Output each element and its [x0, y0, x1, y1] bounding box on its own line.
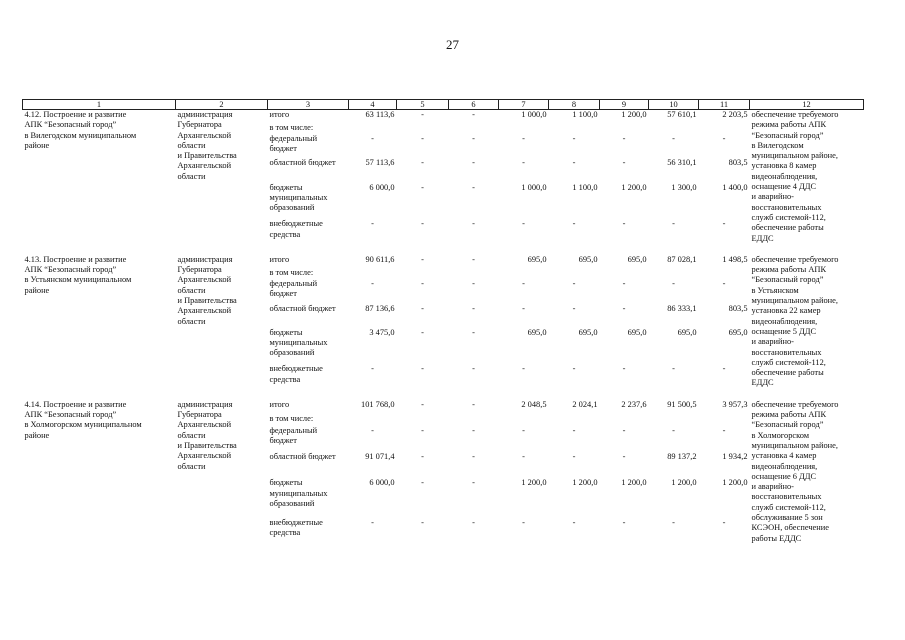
header-cell: 12	[750, 100, 864, 110]
expected-result-cell	[750, 110, 864, 244]
expected-result-cell-line: установка 4 камер	[751, 451, 817, 461]
funding-value-cell: -	[421, 425, 424, 435]
funding-source-cell: бюджеты муниципальных образований	[269, 478, 328, 508]
funding-value-cell	[449, 268, 499, 279]
executor-cell-line: Губернатора	[177, 265, 222, 275]
funding-value-cell: -	[472, 219, 475, 229]
measure-name-cell-line: 4.12. Построение и развитие	[24, 110, 127, 119]
funding-value-cell: -	[371, 279, 374, 289]
funding-value-cell: -	[371, 133, 374, 143]
funding-value-cell: 6 000,0	[369, 182, 395, 192]
funding-value-cell: 2 203,5	[722, 110, 748, 119]
expected-result-cell-line: режима работы АПК	[751, 265, 827, 275]
expected-result-cell-line: и аварийно-	[751, 337, 794, 347]
expected-result-cell-line: в Устьянском	[751, 285, 799, 295]
expected-result-cell-line: ЕДДС	[751, 378, 774, 388]
funding-value-cell: 87 028,1	[667, 254, 697, 264]
funding-value-cell	[397, 268, 449, 279]
funding-value-cell: -	[622, 517, 626, 527]
expected-result-cell-line: муниципальном районе,	[751, 151, 838, 161]
funding-value-cell	[699, 123, 750, 134]
funding-value-cell: 2 237,6	[621, 399, 647, 409]
expected-result-cell-line: восстановительных	[751, 492, 822, 502]
header-cell: 6	[449, 100, 499, 110]
funding-value-cell: -	[522, 452, 525, 462]
funding-value-cell: -	[722, 133, 726, 143]
executor-cell-line: области	[177, 461, 206, 471]
funding-value-cell: -	[572, 133, 576, 143]
funding-source-cell: федеральный бюджет	[269, 425, 318, 446]
executor-cell-line: Архангельской	[177, 130, 232, 140]
table-row	[23, 400, 864, 414]
funding-value-cell	[549, 268, 600, 279]
expected-result-cell-line: восстановительных	[751, 202, 822, 212]
funding-value-cell: -	[472, 110, 475, 119]
funding-value-cell: 2 024,1	[572, 399, 598, 409]
funding-value-cell	[649, 123, 699, 134]
funding-source-cell: бюджеты муниципальных образований	[269, 182, 328, 213]
funding-value-cell: 695,0	[627, 327, 647, 337]
funding-value-cell: -	[472, 399, 475, 409]
funding-value-cell: -	[421, 182, 424, 192]
expected-result-cell-line: установка 8 камер	[751, 161, 817, 171]
executor-cell-line: и Правительства	[177, 440, 237, 450]
funding-source-cell: в том числе:	[269, 122, 314, 132]
funding-value-cell	[549, 123, 600, 134]
expected-result-cell-line: “Безопасный город”	[751, 130, 824, 140]
funding-value-cell: -	[672, 133, 675, 143]
funding-value-cell	[499, 414, 549, 426]
expected-result-cell-line: служб системой-112,	[751, 357, 826, 367]
funding-value-cell: -	[472, 254, 475, 264]
funding-value-cell	[499, 123, 549, 134]
funding-source-cell: итого	[269, 399, 290, 409]
expected-result-cell-line: и аварийно-	[751, 192, 794, 202]
funding-value-cell: 695,0	[578, 327, 598, 337]
funding-value-cell: -	[522, 303, 525, 313]
measure-name-cell-line: в Холмогорском муниципальном	[24, 420, 142, 430]
table-header	[23, 100, 864, 110]
funding-value-cell: -	[472, 425, 475, 435]
expected-result-cell-line: муниципальном районе,	[751, 440, 838, 450]
funding-value-cell: -	[672, 279, 675, 289]
funding-value-cell: -	[622, 452, 626, 462]
page-number: 27	[446, 37, 459, 52]
funding-value-cell: 695,0	[578, 254, 598, 264]
funding-value-cell: -	[472, 303, 475, 313]
expected-result-cell-line: обеспечение требуемого	[751, 254, 839, 264]
funding-value-cell: -	[421, 133, 424, 143]
spacer-cell	[23, 389, 864, 400]
funding-value-cell: -	[472, 478, 475, 488]
funding-source-cell: внебюджетные средства	[269, 517, 323, 537]
funding-value-cell: 90 611,6	[365, 254, 395, 264]
executor-cell-line: области	[177, 316, 206, 326]
executor-cell-line: Архангельской	[177, 420, 232, 430]
funding-value-cell: 101 768,0	[361, 399, 395, 409]
funding-value-cell: 91 071,4	[365, 452, 395, 462]
executor-cell-line: Архангельской	[177, 161, 232, 171]
funding-value-cell	[449, 123, 499, 134]
funding-source-cell: в том числе:	[269, 413, 314, 423]
funding-value-cell: -	[622, 425, 626, 435]
funding-value-cell: 6 000,0	[369, 478, 395, 488]
funding-value-cell	[349, 268, 397, 279]
executor-cell-line: Губернатора	[177, 410, 222, 420]
funding-value-cell: -	[672, 517, 675, 527]
measure-name-cell-line: АПК “Безопасный город”	[24, 120, 117, 130]
expected-result-cell-line: обеспечение работы	[751, 223, 824, 233]
executor-cell-line: и Правительства	[177, 151, 237, 161]
measure-name-cell-line: АПК “Безопасный город”	[24, 265, 117, 275]
funding-value-cell: -	[472, 279, 475, 289]
funding-value-cell: -	[371, 219, 374, 229]
funding-value-cell: 57 113,6	[365, 158, 395, 168]
funding-value-cell: 91 500,5	[667, 399, 697, 409]
expected-result-cell-line: установка 22 камер	[751, 306, 821, 316]
funding-value-cell: 3 957,3	[722, 399, 748, 409]
spacer-cell	[23, 244, 864, 255]
funding-value-cell: 695,0	[728, 327, 748, 337]
header-cell: 1	[23, 100, 176, 110]
funding-source-cell: федеральный бюджет	[269, 279, 318, 299]
funding-value-cell: -	[722, 219, 726, 229]
table-body	[23, 110, 864, 544]
funding-source-cell: в том числе:	[269, 268, 314, 278]
funding-value-cell: -	[522, 133, 525, 143]
funding-value-cell	[549, 414, 600, 426]
funding-value-cell: 695,0	[527, 327, 547, 337]
measure-name-cell-line: 4.14. Построение и развитие	[24, 399, 127, 409]
funding-value-cell: -	[722, 425, 726, 435]
funding-value-cell: -	[421, 452, 424, 462]
measure-name-cell-line: в Вилегодском муниципальном	[24, 130, 137, 140]
executor-cell	[176, 400, 268, 544]
funding-value-cell: -	[622, 303, 626, 313]
header-cell: 10	[649, 100, 699, 110]
measure-name-cell	[23, 110, 176, 244]
funding-source-cell: итого	[269, 110, 290, 119]
funding-value-cell: -	[622, 279, 626, 289]
executor-cell-line: Архангельской	[177, 275, 232, 285]
funding-value-cell: 1 000,0	[521, 110, 547, 119]
measure-name-cell-line: в Устьянском муниципальном	[24, 275, 132, 285]
funding-value-cell: -	[672, 219, 675, 229]
measure-name-cell-line: районе	[24, 140, 50, 150]
measure-name-cell	[23, 400, 176, 544]
funding-value-cell: -	[672, 425, 675, 435]
funding-value-cell: 803,5	[728, 158, 748, 168]
executor-cell-line: области	[177, 430, 206, 440]
expected-result-cell-line: видеонаблюдения,	[751, 461, 818, 471]
funding-value-cell	[699, 414, 750, 426]
funding-value-cell: 57 610,1	[667, 110, 697, 119]
funding-value-cell: 695,0	[527, 254, 547, 264]
funding-value-cell	[600, 268, 649, 279]
header-row	[23, 100, 864, 110]
funding-value-cell	[649, 414, 699, 426]
funding-value-cell: -	[371, 364, 374, 374]
funding-value-cell: 695,0	[627, 254, 647, 264]
funding-value-cell: -	[421, 158, 424, 168]
funding-source-cell: итого	[269, 254, 290, 264]
header-cell: 9	[600, 100, 649, 110]
funding-value-cell	[397, 414, 449, 426]
funding-value-cell: 56 310,1	[667, 158, 697, 168]
funding-value-cell: 89 137,2	[667, 452, 697, 462]
funding-source-cell: областной бюджет	[269, 452, 336, 462]
expected-result-cell-line: “Безопасный город”	[751, 420, 824, 430]
funding-value-cell	[600, 414, 649, 426]
expected-result-cell-line: “Безопасный город”	[751, 275, 824, 285]
expected-result-cell-line: служб системой-112,	[751, 502, 826, 512]
funding-value-cell: -	[371, 517, 374, 527]
expected-result-cell-line: оснащение 4 ДДС	[751, 182, 817, 192]
funding-source-cell: внебюджетные средства	[269, 364, 323, 384]
funding-value-cell: 3 475,0	[369, 327, 395, 337]
funding-value-cell: 1 100,0	[572, 182, 598, 192]
funding-value-cell	[449, 414, 499, 426]
funding-value-cell: -	[421, 399, 424, 409]
funding-value-cell: -	[371, 425, 374, 435]
funding-value-cell: 803,5	[728, 303, 748, 313]
funding-value-cell: 1 200,0	[621, 478, 647, 488]
funding-value-cell: 87 136,6	[365, 303, 395, 313]
header-cell: 11	[699, 100, 750, 110]
measure-name-cell-line: 4.13. Построение и развитие	[24, 254, 127, 264]
funding-value-cell: -	[572, 364, 576, 374]
executor-cell-line: администрация	[177, 399, 233, 409]
expected-result-cell-line: в Вилегодском	[751, 140, 804, 150]
expected-result-cell-line: обеспечение требуемого	[751, 110, 839, 119]
executor-cell-line: Архангельской	[177, 451, 232, 461]
executor-cell	[176, 255, 268, 389]
table-row	[23, 255, 864, 268]
expected-result-cell-line: в Холмогорском	[751, 430, 810, 440]
executor-cell-line: области	[177, 285, 206, 295]
funding-value-cell	[699, 268, 750, 279]
funding-value-cell: -	[722, 364, 726, 374]
funding-value-cell: 1 200,0	[671, 478, 697, 488]
funding-value-cell: -	[622, 219, 626, 229]
funding-source-cell: областной бюджет	[269, 158, 336, 168]
funding-value-cell: -	[472, 158, 475, 168]
funding-value-cell: 86 333,1	[667, 303, 697, 313]
funding-source-cell: бюджеты муниципальных образований	[269, 327, 328, 358]
expected-result-cell-line: служб системой-112,	[751, 212, 826, 222]
funding-value-cell: -	[522, 425, 525, 435]
row-spacer	[23, 389, 864, 400]
funding-value-cell: -	[572, 452, 576, 462]
funding-value-cell: -	[572, 158, 576, 168]
expected-result-cell-line: оснащение 6 ДДС	[751, 471, 817, 481]
funding-value-cell: 1 200,0	[621, 182, 647, 192]
funding-value-cell: 1 300,0	[671, 182, 697, 192]
header-cell: 2	[176, 100, 268, 110]
funding-value-cell: -	[622, 133, 626, 143]
measure-name-cell-line: АПК “Безопасный город”	[24, 410, 117, 420]
funding-value-cell: -	[522, 219, 525, 229]
expected-result-cell	[750, 400, 864, 544]
funding-value-cell	[600, 123, 649, 134]
funding-value-cell: -	[622, 158, 626, 168]
funding-value-cell: -	[472, 327, 475, 337]
funding-value-cell: -	[421, 219, 424, 229]
expected-result-cell-line: восстановительных	[751, 347, 822, 357]
executor-cell-line: Архангельской	[177, 306, 232, 316]
executor-cell-line: области	[177, 171, 206, 181]
expected-result-cell-line: режима работы АПК	[751, 410, 827, 420]
funding-value-cell: 1 498,5	[722, 254, 748, 264]
program-measures-table	[22, 99, 864, 544]
funding-value-cell: -	[572, 303, 576, 313]
funding-value-cell: -	[522, 279, 525, 289]
funding-value-cell	[499, 268, 549, 279]
expected-result-cell-line: обеспечение требуемого	[751, 399, 839, 409]
funding-value-cell: 1 934,2	[722, 452, 748, 462]
expected-result-cell-line: обеспечение работы	[751, 368, 824, 378]
expected-result-cell-line: муниципальном районе,	[751, 296, 838, 306]
funding-value-cell	[397, 123, 449, 134]
funding-value-cell	[649, 268, 699, 279]
funding-value-cell: 1 200,0	[521, 478, 547, 488]
expected-result-cell-line: и аварийно-	[751, 482, 794, 492]
measure-name-cell-line: районе	[24, 430, 50, 440]
table-row	[23, 110, 864, 123]
expected-result-cell-line: видеонаблюдения,	[751, 171, 818, 181]
funding-value-cell: -	[472, 517, 475, 527]
funding-value-cell: 1 200,0	[572, 478, 598, 488]
funding-value-cell: 1 400,0	[722, 182, 748, 192]
executor-cell-line: и Правительства	[177, 296, 237, 306]
header-cell: 8	[549, 100, 600, 110]
header-cell: 4	[349, 100, 397, 110]
funding-value-cell: -	[421, 478, 424, 488]
executor-cell	[176, 110, 268, 244]
measure-name-cell-line: районе	[24, 285, 50, 295]
funding-value-cell: 1 200,0	[722, 478, 748, 488]
funding-value-cell: -	[421, 110, 424, 119]
executor-cell-line: администрация	[177, 254, 233, 264]
funding-value-cell: -	[572, 517, 576, 527]
expected-result-cell-line: обслуживание 5 зон	[751, 512, 823, 522]
funding-value-cell: 2 048,5	[521, 399, 547, 409]
funding-value-cell: -	[421, 517, 424, 527]
expected-result-cell-line: КСЭОН, обеспечение	[751, 523, 829, 533]
funding-value-cell: -	[472, 364, 475, 374]
funding-value-cell: -	[522, 517, 525, 527]
executor-cell-line: администрация	[177, 110, 233, 119]
funding-value-cell: -	[572, 279, 576, 289]
funding-value-cell: 1 200,0	[621, 110, 647, 119]
funding-value-cell: -	[522, 364, 525, 374]
expected-result-cell-line: работы ЕДДС	[751, 533, 802, 543]
funding-value-cell: -	[722, 517, 726, 527]
funding-value-cell: -	[572, 425, 576, 435]
funding-value-cell: -	[421, 254, 424, 264]
funding-value-cell: -	[421, 364, 424, 374]
funding-value-cell: -	[472, 452, 475, 462]
funding-value-cell	[349, 414, 397, 426]
expected-result-cell-line: режима работы АПК	[751, 120, 827, 130]
executor-cell-line: Губернатора	[177, 120, 222, 130]
expected-result-cell-line: ЕДДС	[751, 233, 774, 243]
funding-value-cell: 1 100,0	[572, 110, 598, 119]
funding-value-cell: -	[421, 327, 424, 337]
measure-name-cell	[23, 255, 176, 389]
funding-source-cell: внебюджетные средства	[269, 219, 323, 239]
funding-value-cell: -	[622, 364, 626, 374]
header-cell: 3	[268, 100, 349, 110]
funding-value-cell: -	[672, 364, 675, 374]
funding-value-cell: -	[472, 182, 475, 192]
funding-value-cell: 1 000,0	[521, 182, 547, 192]
header-cell: 5	[397, 100, 449, 110]
funding-source-cell: федеральный бюджет	[269, 133, 318, 154]
funding-source-cell: областной бюджет	[269, 303, 336, 313]
funding-value-cell: 695,0	[677, 327, 697, 337]
expected-result-cell-line: оснащение 5 ДДС	[751, 326, 817, 336]
header-cell: 7	[499, 100, 549, 110]
funding-value-cell: -	[722, 279, 726, 289]
funding-value-cell: -	[421, 279, 424, 289]
executor-cell-line: области	[177, 140, 206, 150]
expected-result-cell-line: видеонаблюдения,	[751, 316, 818, 326]
funding-value-cell: 63 113,6	[365, 110, 395, 119]
funding-value-cell: -	[572, 219, 576, 229]
funding-value-cell	[349, 123, 397, 134]
funding-value-cell: -	[421, 303, 424, 313]
funding-value-cell: -	[472, 133, 475, 143]
expected-result-cell	[750, 255, 864, 389]
row-spacer	[23, 244, 864, 255]
funding-value-cell: -	[522, 158, 525, 168]
